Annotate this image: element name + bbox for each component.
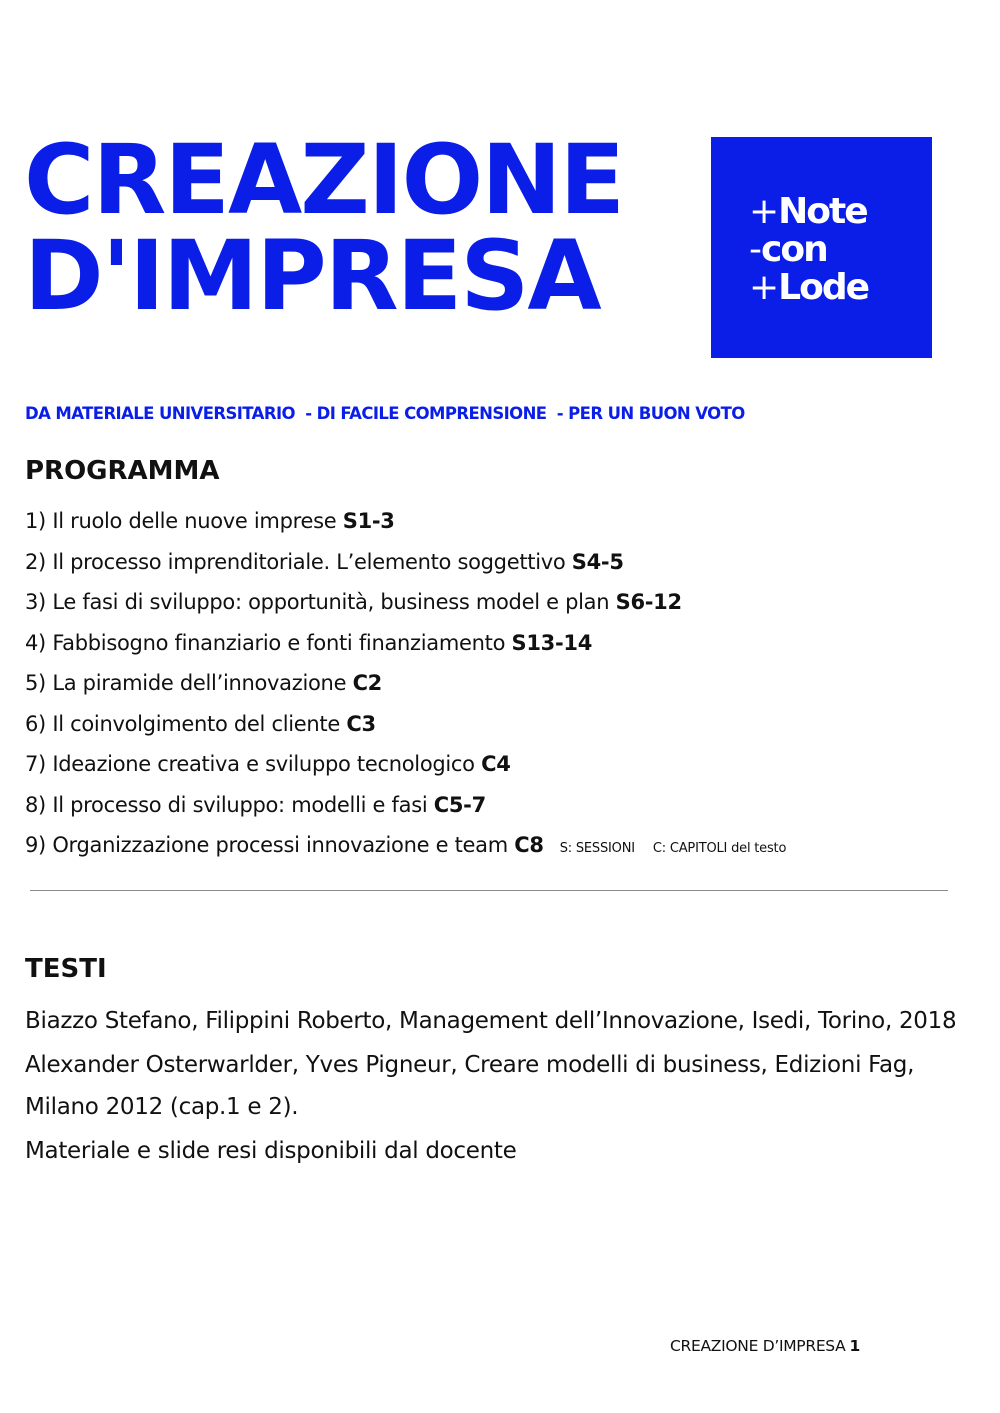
program-item-text: 2) Il processo imprenditoriale. L’elemento soggettivo bbox=[25, 549, 572, 574]
title-line-1: CREAZIONE bbox=[24, 124, 624, 236]
text-entry: Biazzo Stefano, Filippini Roberto, Management dell’Innovazione, Isedi, Torino, 2018 bbox=[25, 1008, 957, 1034]
footer-label: CREAZIONE D’IMPRESA bbox=[670, 1337, 846, 1355]
logo-plus-sign: + bbox=[749, 191, 778, 232]
program-item-code: S4-5 bbox=[571, 549, 624, 574]
program-item bbox=[25, 747, 786, 788]
program-item bbox=[25, 545, 786, 586]
logo-word-note: Note bbox=[778, 191, 867, 232]
program-item-code: S1-3 bbox=[342, 509, 395, 533]
logo-word-con: con bbox=[761, 229, 827, 270]
legend-sessions: S: SESSIONI bbox=[559, 841, 635, 856]
program-item-code: C4 bbox=[481, 752, 511, 776]
program-item-text: 9) Organizzazione processi innovazione e team bbox=[25, 833, 515, 857]
logo-line-con bbox=[749, 231, 827, 269]
text-entry: Materiale e slide resi disponibili dal docente bbox=[25, 1138, 517, 1164]
program-item-code: S6-12 bbox=[615, 590, 682, 614]
program-list bbox=[25, 504, 786, 869]
page-number: 1 bbox=[849, 1337, 860, 1355]
logo-word-lode: Lode bbox=[778, 267, 869, 308]
program-item-text: 3) Le fasi di sviluppo: opportunità, business model e plan bbox=[25, 590, 616, 614]
program-item bbox=[25, 828, 786, 869]
program-item-code: S13-14 bbox=[511, 630, 593, 655]
program-item bbox=[25, 626, 786, 667]
program-item-text: 8) Il processo di sviluppo: modelli e fasi bbox=[25, 792, 434, 817]
program-item-text: 7) Ideazione creativa e sviluppo tecnologico bbox=[25, 752, 482, 776]
program-item-code: C2 bbox=[352, 671, 382, 695]
logo-minus-sign: - bbox=[749, 229, 760, 270]
section-divider bbox=[30, 890, 948, 891]
brand-logo bbox=[711, 137, 932, 358]
texts-list bbox=[25, 1000, 965, 1172]
logo-line-note bbox=[749, 193, 867, 231]
program-item-code: C8 bbox=[514, 833, 544, 857]
program-heading: PROGRAMMA bbox=[25, 456, 220, 486]
program-item bbox=[25, 666, 786, 707]
title-line-2: D'IMPRESA bbox=[24, 220, 600, 332]
logo-plus-sign: + bbox=[749, 267, 778, 308]
program-item bbox=[25, 707, 786, 748]
program-item bbox=[25, 788, 786, 829]
program-item-code: C5-7 bbox=[433, 792, 486, 817]
code-legend bbox=[560, 841, 787, 856]
program-item-text: 1) Il ruolo delle nuove imprese bbox=[25, 509, 343, 533]
program-item bbox=[25, 504, 786, 545]
program-item-text: 4) Fabbisogno finanziario e fonti finanziamento bbox=[25, 630, 512, 655]
logo-line-lode bbox=[749, 269, 868, 307]
program-item-code: C3 bbox=[346, 711, 376, 736]
texts-heading: TESTI bbox=[25, 954, 107, 984]
program-item bbox=[25, 585, 786, 626]
page-footer bbox=[670, 1337, 860, 1355]
tagline: DA MATERIALE UNIVERSITARIO - DI FACILE COMPRENSIONE - PER UN BUON VOTO bbox=[25, 404, 745, 423]
legend-chapters: C: CAPITOLI del testo bbox=[652, 841, 787, 856]
text-entry: Alexander Osterwarlder, Yves Pigneur, Creare modelli di business, Edizioni Fag, Milano 2012 (cap.1 e 2). bbox=[25, 1052, 915, 1120]
document-title bbox=[24, 124, 624, 332]
program-item-text: 5) La piramide dell’innovazione bbox=[25, 671, 353, 695]
program-item-text: 6) Il coinvolgimento del cliente bbox=[25, 711, 347, 736]
